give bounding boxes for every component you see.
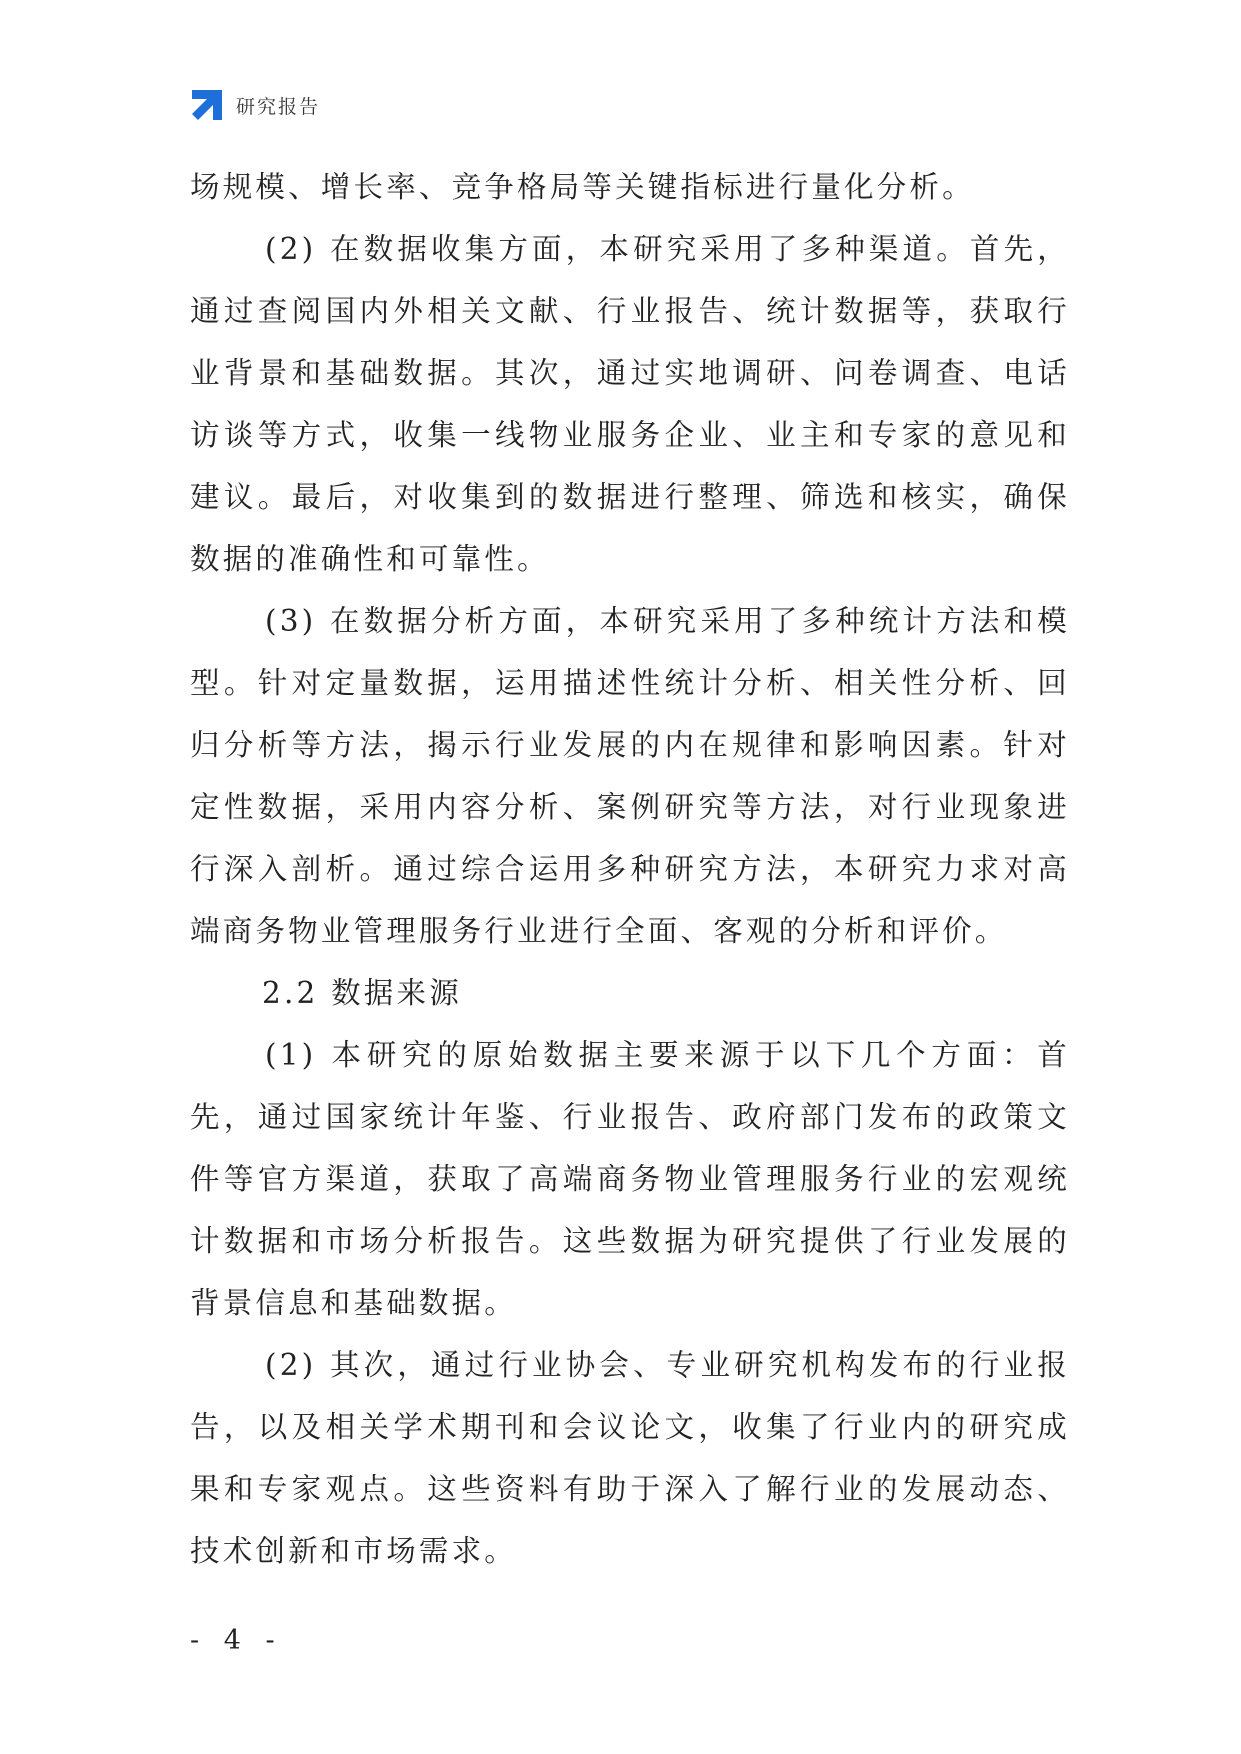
header-title: 研究报告	[236, 95, 321, 118]
document-body	[190, 156, 1070, 1582]
paragraph-data-analysis: (3) 在数据分析方面，本研究采用了多种统计方法和模型。针对定量数据，运用描述性统计分析、相关性分析、回归分析等方法，揭示行业发展的内在规律和影响因素。针对定性数据，采用内容分析、案例研究等方法，对行业现象进行深入剖析。通过综合运用多种研究方法，本研究力求对高端商务物业管理服务行业进行全面、客观的分析和评价。	[190, 604, 1070, 948]
section-heading: 2.2 数据来源	[262, 976, 462, 1010]
paragraph-data-collection: (2) 在数据收集方面，本研究采用了多种渠道。首先，通过查阅国内外相关文献、行业报告、统计数据等，获取行业背景和基础数据。其次，通过实地调研、问卷调查、电话访谈等方式，收集一线物业服务企业、业主和专家的意见和建议。最后，对收集到的数据进行整理、筛选和核实，确保数据的准确性和可靠性。	[190, 232, 1070, 576]
arrow-up-right-icon	[190, 88, 224, 122]
paragraph-data-source-1: (1) 本研究的原始数据主要来源于以下几个方面：首先，通过国家统计年鉴、行业报告、政府部门发布的政策文件等官方渠道，获取了高端商务物业管理服务行业的宏观统计数据和市场分析报告。这些数据为研究提供了行业发展的背景信息和基础数据。	[190, 1038, 1070, 1320]
page-header	[190, 88, 320, 122]
page-number: - 4 -	[190, 1625, 283, 1656]
paragraph-data-source-2: (2) 其次，通过行业协会、专业研究机构发布的行业报告，以及相关学术期刊和会议论文，收集了行业内的研究成果和专家观点。这些资料有助于深入了解行业的发展动态、技术创新和市场需求。	[190, 1348, 1070, 1568]
paragraph-continued: 场规模、增长率、竞争格局等关键指标进行量化分析。	[190, 170, 975, 204]
